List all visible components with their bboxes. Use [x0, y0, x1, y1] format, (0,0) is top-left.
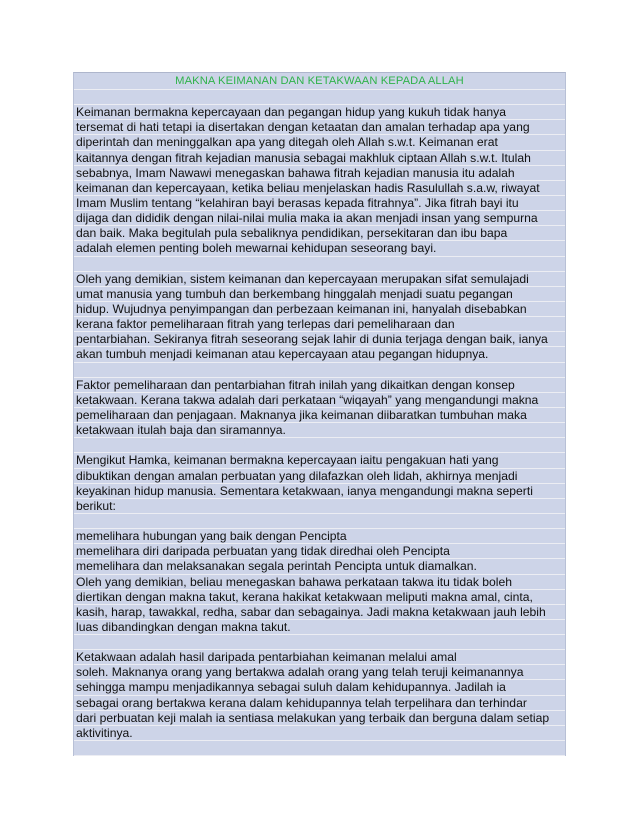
text-line: soleh. Maknanya orang yang bertakwa adalah orang yang telah teruji keimanannya: [74, 665, 565, 680]
text-line: memelihara diri daripada perbuatan yang tidak diredhai oleh Pencipta: [74, 544, 565, 559]
text-line: Keimanan bermakna kepercayaan dan pegangan hidup yang kukuh tidak hanya: [74, 105, 565, 120]
text-line: sebagai orang bertakwa kerana dalam kehidupannya telah terpelihara dan terhindar: [74, 696, 565, 711]
text-line: diertikan dengan makna takut, kerana hakikat ketakwaan meliputi makna amal, cinta,: [74, 590, 565, 605]
text-line: akan tumbuh menjadi keimanan atau kepercayaan atau pegangan hidupnya.: [74, 347, 565, 362]
text-line: dijaga dan dididik dengan nilai-nilai mulia maka ia akan menjadi insan yang sempurna: [74, 211, 565, 226]
text-line: aktivitinya.: [74, 726, 565, 741]
blank-row: [74, 90, 565, 105]
document-sheet: [73, 72, 566, 756]
text-line: tersemat di hati tetapi ia disertakan dengan ketaatan dan amalan terhadap apa yang: [74, 120, 565, 135]
text-line: Imam Muslim tentang “kelahiran bayi berasas kepada fitrahnya”. Jika fitrah bayi itu: [74, 196, 565, 211]
text-line: diperintah dan meninggalkan apa yang ditegah oleh Allah s.w.t. Keimanan erat: [74, 135, 565, 150]
text-line: dari perbuatan keji malah ia sentiasa melakukan yang terbaik dan berguna dalam setiap: [74, 711, 565, 726]
text-line: Mengikut Hamka, keimanan bermakna kepercayaan iaitu pengakuan hati yang: [74, 453, 565, 468]
text-line: sebabnya, Imam Nawawi menegaskan bahawa fitrah kejadian manusia itu adalah: [74, 166, 565, 181]
text-line: umat manusia yang tumbuh dan berkembang hinggalah menjadi suatu pegangan: [74, 287, 565, 302]
blank-row: [74, 635, 565, 650]
text-line: berikut:: [74, 499, 565, 514]
text-line: adalah elemen penting boleh mewarnai kehidupan seseorang bayi.: [74, 241, 565, 256]
text-line: Faktor pemeliharaan dan pentarbiahan fitrah inilah yang dikaitkan dengan konsep: [74, 378, 565, 393]
text-line: keimanan dan kepercayaan, ketika beliau menjelaskan hadis Rasulullah s.a.w, riwayat: [74, 181, 565, 196]
blank-row: [74, 363, 565, 378]
blank-row: [74, 514, 565, 529]
text-line: kasih, harap, tawakkal, redha, sabar dan sebagainya. Jadi makna ketakwaan jauh lebih: [74, 605, 565, 620]
blank-row: [74, 741, 565, 756]
text-line: sehingga mampu menjadikannya sebagai suluh dalam kehidupannya. Jadilah ia: [74, 680, 565, 695]
text-line: pentarbiahan. Sekiranya fitrah seseorang sejak lahir di dunia terjaga dengan baik, ianya: [74, 332, 565, 347]
text-line: Oleh yang demikian, sistem keimanan dan kepercayaan merupakan sifat semulajadi: [74, 272, 565, 287]
text-line: luas dibandingkan dengan makna takut.: [74, 620, 565, 635]
text-line: kerana faktor pemeliharaan fitrah yang terlepas dari pemeliharaan dan: [74, 317, 565, 332]
text-line: hidup. Wujudnya penyimpangan dan perbezaan keimanan ini, hanyalah disebabkan: [74, 302, 565, 317]
text-line: memelihara dan melaksanakan segala perintah Pencipta untuk diamalkan.: [74, 559, 565, 574]
document-title: MAKNA KEIMANAN DAN KETAKWAAN KEPADA ALLAH: [74, 73, 565, 90]
text-line: memelihara hubungan yang baik dengan Pencipta: [74, 529, 565, 544]
text-line: keyakinan hidup manusia. Sementara ketakwaan, ianya mengandungi makna seperti: [74, 484, 565, 499]
text-line: ketakwaan itulah baja dan siramannya.: [74, 423, 565, 438]
text-line: dan baik. Maka begitulah pula sebaliknya pendidikan, persekitaran dan ibu bapa: [74, 226, 565, 241]
text-line: pemeliharaan dan penjagaan. Maknanya jika keimanan diibaratkan tumbuhan maka: [74, 408, 565, 423]
text-line: kaitannya dengan fitrah kejadian manusia sebagai makhluk ciptaan Allah s.w.t. Itulah: [74, 151, 565, 166]
text-line: Oleh yang demikian, beliau menegaskan bahawa perkataan takwa itu tidak boleh: [74, 575, 565, 590]
blank-row: [74, 257, 565, 272]
text-line: ketakwaan. Kerana takwa adalah dari perkataan “wiqayah” yang mengandungi makna: [74, 393, 565, 408]
blank-row: [74, 438, 565, 453]
text-line: Ketakwaan adalah hasil daripada pentarbiahan keimanan melalui amal: [74, 650, 565, 665]
text-line: dibuktikan dengan amalan perbuatan yang dilafazkan oleh lidah, akhirnya menjadi: [74, 469, 565, 484]
